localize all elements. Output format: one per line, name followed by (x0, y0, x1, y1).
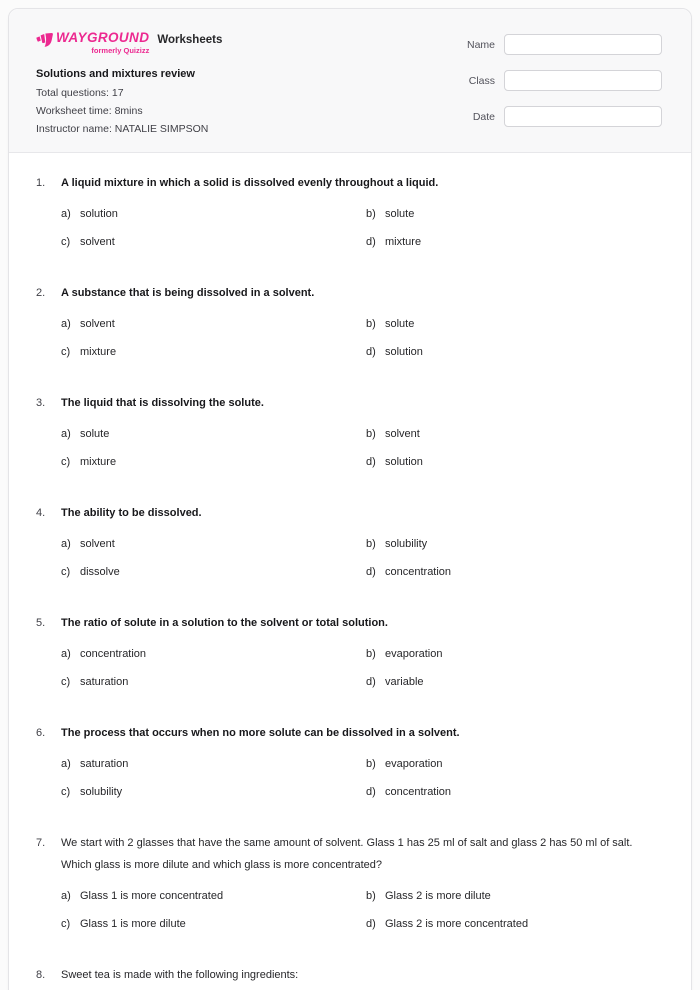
options-grid (61, 757, 664, 800)
wayground-logo-text (56, 31, 149, 55)
option-text: mixture (80, 346, 117, 358)
option-item (366, 647, 664, 662)
question-body (61, 964, 664, 990)
date-input[interactable] (504, 106, 662, 127)
option-letter: d) (366, 676, 376, 688)
name-label: Name (466, 38, 495, 51)
option-item (61, 675, 366, 690)
question-body (61, 282, 664, 360)
option-text: solvent (80, 236, 115, 248)
option-text: solution (80, 208, 118, 220)
worksheet-title: Solutions and mixtures review (36, 68, 195, 80)
option-item (61, 785, 366, 800)
option-item (366, 675, 664, 690)
option-letter: a) (61, 428, 71, 440)
worksheet-header (9, 9, 691, 153)
question-text: The process that occurs when no more solute can be dissolved in a solvent. (61, 727, 460, 739)
question-item (36, 832, 664, 932)
wayground-logo-icon (36, 33, 53, 47)
option-letter: a) (61, 758, 71, 770)
option-text: solution (385, 456, 423, 468)
question-text: A substance that is being dissolved in a solvent. (61, 287, 315, 299)
question-text: We start with 2 glasses that have the same amount of solvent. Glass 1 has 25 ml of salt and glass 2 has 50 ml of salt. Which glass is more dilute and which glass is more concentrated? (61, 837, 633, 871)
option-text: evaporation (385, 758, 443, 770)
option-item (61, 537, 366, 552)
question-body (61, 612, 664, 690)
option-letter: b) (366, 890, 376, 902)
option-item (366, 757, 664, 772)
option-text: concentration (385, 786, 452, 798)
header-left (36, 31, 222, 138)
option-letter: c) (61, 918, 71, 930)
question-body (61, 832, 664, 932)
option-text: concentration (385, 566, 452, 578)
question-item (36, 392, 664, 470)
option-item (366, 889, 664, 904)
class-label: Class (468, 74, 495, 87)
options-grid (61, 427, 664, 470)
option-text: solubility (80, 786, 123, 798)
options-grid (61, 537, 664, 580)
option-text: saturation (80, 676, 129, 688)
option-text: mixture (80, 456, 117, 468)
option-letter: d) (366, 456, 376, 468)
option-item (366, 207, 664, 222)
option-text: solute (80, 428, 110, 440)
question-number: 4. (36, 507, 46, 519)
option-item (366, 345, 664, 360)
option-text: concentration (80, 648, 147, 660)
question-text: The ratio of solute in a solution to the solvent or total solution. (61, 617, 388, 629)
question-item (36, 964, 664, 990)
option-item (61, 207, 366, 222)
options-grid (61, 317, 664, 360)
option-text: solvent (385, 428, 420, 440)
option-letter: c) (61, 786, 71, 798)
option-text: Glass 2 is more concentrated (385, 918, 529, 930)
option-item (366, 565, 664, 580)
class-field-row (461, 70, 662, 91)
option-item (366, 317, 664, 332)
date-field-row (461, 106, 662, 127)
option-text: evaporation (385, 648, 443, 660)
class-input[interactable] (504, 70, 662, 91)
option-letter: a) (61, 208, 71, 220)
option-item (366, 455, 664, 470)
option-letter: d) (366, 236, 376, 248)
option-letter: d) (366, 566, 376, 578)
option-text: solvent (80, 538, 115, 550)
option-item (61, 235, 366, 250)
option-letter: d) (366, 786, 376, 798)
option-text: Glass 1 is more dilute (80, 918, 186, 930)
question-number: 3. (36, 397, 46, 409)
option-item (61, 427, 366, 442)
option-item (366, 785, 664, 800)
question-body (61, 392, 664, 470)
instructor-name: Instructor name: NATALIE SIMPSON (36, 123, 209, 135)
option-text: solute (385, 208, 415, 220)
question-number: 8. (36, 969, 46, 981)
option-item (61, 917, 366, 932)
option-letter: a) (61, 538, 71, 550)
name-input[interactable] (504, 34, 662, 55)
option-item (61, 317, 366, 332)
option-item (366, 427, 664, 442)
option-item (366, 235, 664, 250)
brand-wordmark: WAYGROUND (56, 30, 150, 45)
option-letter: d) (366, 918, 376, 930)
question-body (61, 172, 664, 250)
option-item (61, 889, 366, 904)
question-number: 5. (36, 617, 46, 629)
product-label: Worksheets (157, 34, 223, 46)
question-item (36, 612, 664, 690)
questions-list (9, 153, 691, 990)
option-letter: a) (61, 648, 71, 660)
option-letter: a) (61, 890, 71, 902)
option-text: solvent (80, 318, 115, 330)
option-text: Glass 1 is more concentrated (80, 890, 224, 902)
question-text: A liquid mixture in which a solid is dissolved evenly throughout a liquid. (61, 177, 439, 189)
question-text: The liquid that is dissolving the solute. (61, 397, 264, 409)
option-text: dissolve (80, 566, 120, 578)
question-body (61, 722, 664, 800)
question-number: 7. (36, 837, 46, 849)
option-letter: c) (61, 456, 71, 468)
options-grid (61, 207, 664, 250)
option-text: mixture (385, 236, 422, 248)
option-letter: b) (366, 758, 376, 770)
option-item (61, 345, 366, 360)
option-letter: b) (366, 318, 376, 330)
question-number: 1. (36, 177, 46, 189)
date-label: Date (472, 110, 495, 123)
option-item (61, 647, 366, 662)
option-letter: c) (61, 346, 71, 358)
worksheet-page (8, 8, 692, 990)
option-text: solution (385, 346, 423, 358)
option-text: Glass 2 is more dilute (385, 890, 491, 902)
option-text: saturation (80, 758, 129, 770)
option-text: variable (385, 676, 424, 688)
option-letter: d) (366, 346, 376, 358)
question-item (36, 172, 664, 250)
brand-row (36, 31, 222, 55)
brand-tagline: formerly Quizizz (91, 46, 150, 55)
option-letter: c) (61, 566, 71, 578)
option-letter: c) (61, 236, 71, 248)
options-grid (61, 889, 664, 932)
question-item (36, 282, 664, 360)
worksheet-time: Worksheet time: 8mins (36, 105, 143, 117)
option-letter: b) (366, 648, 376, 660)
total-questions: Total questions: 17 (36, 87, 124, 99)
options-grid (61, 647, 664, 690)
question-number: 6. (36, 727, 46, 739)
option-letter: a) (61, 318, 71, 330)
option-item (366, 537, 664, 552)
question-text: The ability to be dissolved. (61, 507, 202, 519)
question-number: 2. (36, 287, 46, 299)
name-field-row (461, 34, 662, 55)
question-item (36, 722, 664, 800)
option-item (61, 565, 366, 580)
option-text: solute (385, 318, 415, 330)
option-letter: b) (366, 428, 376, 440)
option-letter: c) (61, 676, 71, 688)
student-fields (461, 34, 662, 138)
question-text: Sweet tea is made with the following ingredients: (61, 969, 299, 981)
option-item (61, 455, 366, 470)
option-item (366, 917, 664, 932)
option-text: solubility (385, 538, 428, 550)
question-item (36, 502, 664, 580)
option-letter: b) (366, 208, 376, 220)
question-body (61, 502, 664, 580)
option-item (61, 757, 366, 772)
option-letter: b) (366, 538, 376, 550)
